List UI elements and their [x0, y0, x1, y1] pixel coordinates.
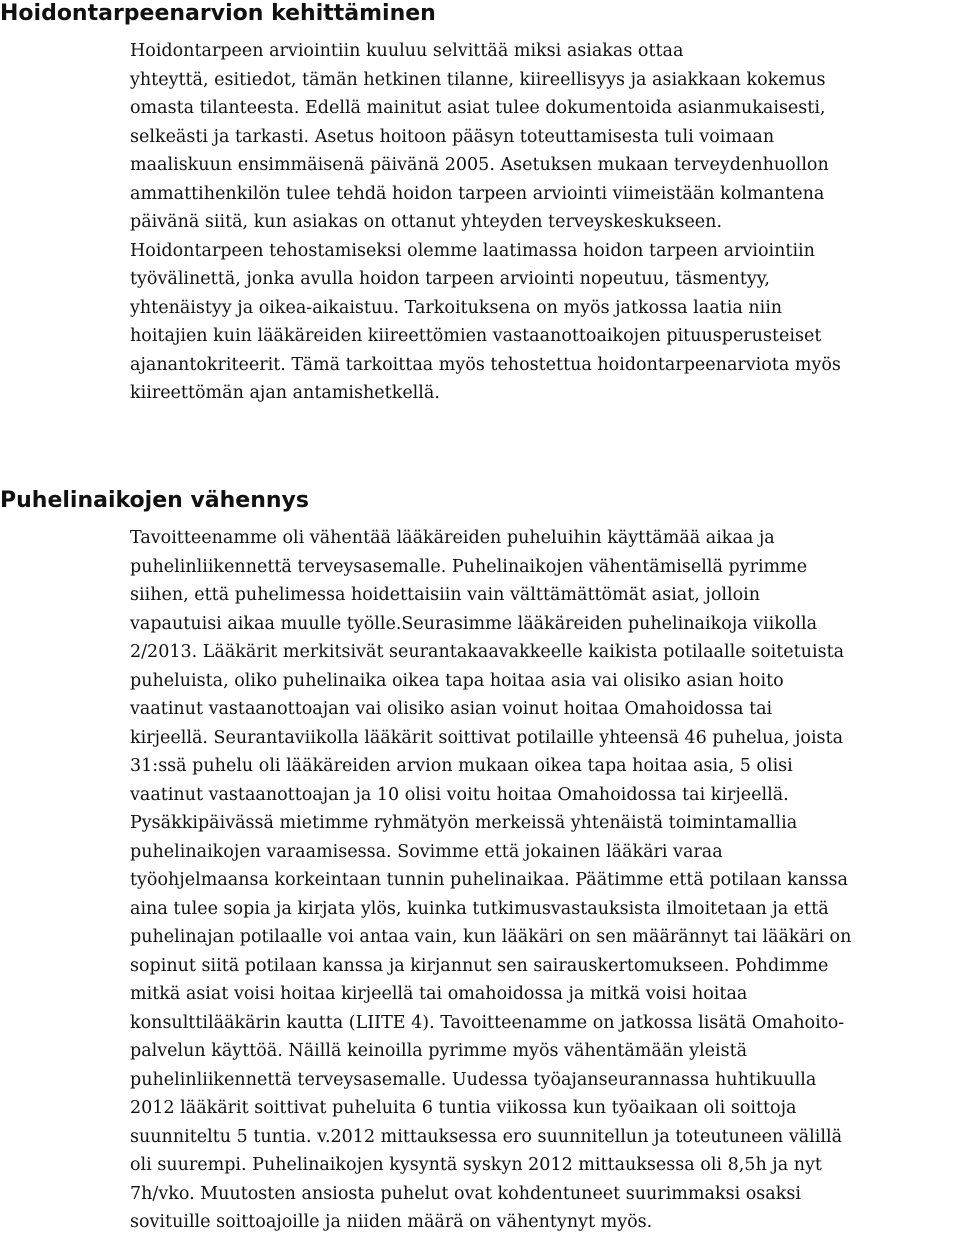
text-line: ammattihenkilön tulee tehdä hoidon tarpeen arviointi viimeistään kolmantena	[130, 183, 825, 204]
text-line: maaliskuun ensimmäisenä päivänä 2005. Asetuksen mukaan terveydenhuollon	[130, 155, 829, 175]
text-line: Hoidontarpeen tehostamiseksi olemme laatimassa hoidon tarpeen arviointiin	[130, 240, 815, 261]
text-line: puhelinajan potilaalle voi antaa vain, kun lääkäri on sen määrännyt tai lääkäri on	[130, 927, 852, 947]
text-line: konsulttilääkärin kautta (LIITE 4). Tavoitteenamme on jatkossa lisätä Omahoito-	[130, 1012, 845, 1033]
section-body-hoidontarpeenarvio	[130, 37, 960, 408]
section-body-puhelinaikojen-vahennys	[130, 524, 960, 1237]
text-line: puhelinliikennettä terveysasemalle. Puhelinaikojen vähentämisellä pyrimme	[130, 556, 808, 577]
text-line: vaatinut vastaanottoajan ja 10 olisi voitu hoitaa Omahoidossa tai kirjeellä.	[130, 784, 789, 805]
text-line: oli suurempi. Puhelinaikojen kysyntä syskyn 2012 mittauksessa oli 8,5h ja nyt	[130, 1155, 822, 1175]
text-line: Hoidontarpeen arviointiin kuuluu selvittää miksi asiakas ottaa	[130, 41, 684, 61]
text-line: aina tulee sopia ja kirjata ylös, kuinka tutkimusvastauksista ilmoitetaan ja että	[130, 898, 829, 919]
section-heading-hoidontarpeenarvio: Hoidontarpeenarvion kehittäminen	[0, 1, 436, 26]
text-line: vaatinut vastaanottoajan vai olisiko asian voinut hoitaa Omahoidossa tai	[130, 699, 773, 719]
text-line: yhteyttä, esitiedot, tämän hetkinen tilanne, kiireellisyys ja asiakkaan kokemus	[130, 69, 826, 90]
text-line: päivänä siitä, kun asiakas on ottanut yhteyden terveyskeskukseen.	[130, 212, 723, 232]
text-line: siihen, että puhelimessa hoidettaisiin vain välttämättömät asiat, jolloin	[130, 585, 761, 605]
text-line: työvälinettä, jonka avulla hoidon tarpeen arviointi nopeutuu, täsmentyy,	[130, 269, 770, 289]
text-line: 2012 lääkärit soittivat puheluita 6 tuntia viikossa kun työaikaan oli soittoja	[130, 1098, 797, 1118]
text-line: Tavoitteenamme oli vähentää lääkäreiden puheluihin käyttämää aikaa ja	[130, 528, 775, 548]
text-line: puhelinliikennettä terveysasemalle. Uudessa työajanseurannassa huhtikuulla	[130, 1069, 817, 1090]
text-line: palvelun käyttöä. Näillä keinoilla pyrimme myös vähentämään yleistä	[130, 1041, 748, 1061]
text-line: mitkä asiat voisi hoitaa kirjeellä tai omahoidossa ja mitkä voisi hoitaa	[130, 984, 748, 1004]
text-line: selkeästi ja tarkasti. Asetus hoitoon pääsyn toteuttamisesta tuli voimaan	[130, 126, 775, 147]
text-line: suunniteltu 5 tuntia. v.2012 mittauksessa ero suunnitellun ja toteutuneen välillä	[130, 1126, 843, 1147]
text-line: työohjelmaansa korkeintaan tunnin puhelinaikaa. Päätimme että potilaan kanssa	[130, 870, 848, 890]
text-line: vapautuisi aikaa muulle työlle.Seurasimme lääkäreiden puhelinaikoja viikolla	[130, 613, 818, 634]
text-line: ajanantokriteerit. Tämä tarkoittaa myös tehostettua hoidontarpeenarviota myös	[130, 354, 841, 375]
text-line: 2/2013. Lääkärit merkitsivät seurantakaavakkeelle kaikista potilaalle soitetuista	[130, 642, 845, 662]
text-line: sopinut siitä potilaan kanssa ja kirjannut sen sairauskertomukseen. Pohdimme	[130, 955, 829, 976]
text-line: kirjeellä. Seurantaviikolla lääkärit soittivat potilaille yhteensä 46 puhelua, joista	[130, 727, 844, 748]
text-line: yhtenäistyy ja oikea-aikaistuu. Tarkoituksena on myös jatkossa laatia niin	[130, 297, 783, 318]
text-line: puhelinaikojen varaamisessa. Sovimme että jokainen lääkäri varaa	[130, 841, 723, 862]
text-line: hoitajien kuin lääkäreiden kiireettömien vastaanottoaikojen pituusperusteiset	[130, 326, 822, 346]
text-line: 7h/vko. Muutosten ansiosta puhelut ovat kohdentuneet suurimmaksi osaksi	[130, 1183, 801, 1204]
text-line: puheluista, oliko puhelinaika oikea tapa hoitaa asia vai olisiko asian hoito	[130, 670, 784, 691]
text-line: omasta tilanteesta. Edellä mainitut asiat tulee dokumentoida asianmukaisesti,	[130, 98, 826, 118]
text-line: sovituille soittoajoille ja niiden määrä on vähentynyt myös.	[130, 1212, 653, 1232]
section-heading-puhelinaikojen-vahennys: Puhelinaikojen vähennys	[0, 488, 309, 513]
text-line: 31:ssä puhelu oli lääkäreiden arvion mukaan oikea tapa hoitaa asia, 5 olisi	[130, 756, 793, 776]
text-line: Pysäkkipäivässä mietimme ryhmätyön merkeissä yhtenäistä toimintamallia	[130, 813, 798, 833]
text-line: kiireettömän ajan antamishetkellä.	[130, 383, 440, 403]
